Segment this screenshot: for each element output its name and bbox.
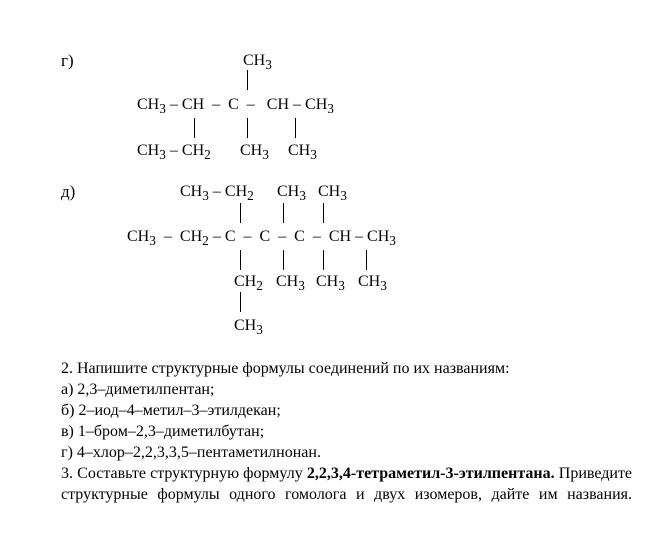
task-3-lead: 3. Составьте структурную формулу bbox=[61, 465, 303, 482]
bond-line bbox=[194, 118, 195, 138]
formula-g-bottom-mid: $CH_3$ bbox=[240, 142, 269, 163]
task-2-item-d: г) 4–хлор–2,2,3,3,5–пентаметилнонан. bbox=[61, 444, 321, 461]
bond-line bbox=[240, 292, 241, 312]
formula-d-bottom-4: $CH_3$ bbox=[358, 273, 387, 294]
formula-d-bottom-2: $CH_3$ bbox=[276, 273, 305, 294]
formula-d-main-chain: $CH_3 - CH_2$ – C – C – C – CH – $CH_3$ bbox=[127, 228, 396, 249]
formula-d-label: д) bbox=[61, 182, 76, 201]
task-2-item-a: а) 2,3–диметилпентан; bbox=[61, 381, 215, 398]
bond-line bbox=[323, 250, 324, 270]
task-2-item-c: в) 1–бром–2,3–диметилбутан; bbox=[61, 423, 265, 440]
bond-line bbox=[323, 203, 324, 223]
bond-line bbox=[366, 250, 367, 270]
formula-d-top-mid: $CH_3$ bbox=[277, 183, 306, 204]
task-2-heading: 2. Напишите структурные формулы соединений по их названиям: bbox=[61, 360, 510, 377]
formula-d-bottom-1: $CH_2$ bbox=[234, 273, 263, 294]
bond-line bbox=[240, 250, 241, 270]
task-3-compound: 2,2,3,4-тетраметил-3-этилпентана. bbox=[306, 465, 555, 482]
formula-g-bottom-left: $CH_3 - CH_2$ bbox=[137, 142, 211, 163]
bond-line bbox=[295, 118, 296, 138]
formula-g-main-chain: $CH_3$ – CH – C – CH – $CH_3$ bbox=[137, 96, 334, 117]
bond-line bbox=[247, 118, 248, 138]
task-3-rest: Приведите структурные формулы одного гомолога и двух изомеров, дайте им названия. bbox=[61, 465, 633, 503]
formula-g-bottom-right: $CH_3$ bbox=[288, 142, 317, 163]
bond-line bbox=[283, 250, 284, 270]
task-3-paragraph bbox=[61, 463, 632, 505]
bond-line bbox=[247, 70, 248, 90]
task-2-item-b: б) 2–иод–4–метил–3–этилдекан; bbox=[61, 402, 281, 419]
formula-g-top-group: $CH_3$ bbox=[243, 52, 272, 73]
formula-d-bottom-tail: $CH_3$ bbox=[234, 317, 263, 338]
formula-d-top-right: $CH_3$ bbox=[318, 183, 347, 204]
bond-line bbox=[283, 203, 284, 223]
bond-line bbox=[240, 203, 241, 223]
formula-d-bottom-3: $CH_3$ bbox=[316, 273, 345, 294]
formula-d-top-left: $CH_3 - CH_2$ bbox=[180, 183, 254, 204]
formula-g-label: г) bbox=[61, 51, 74, 70]
